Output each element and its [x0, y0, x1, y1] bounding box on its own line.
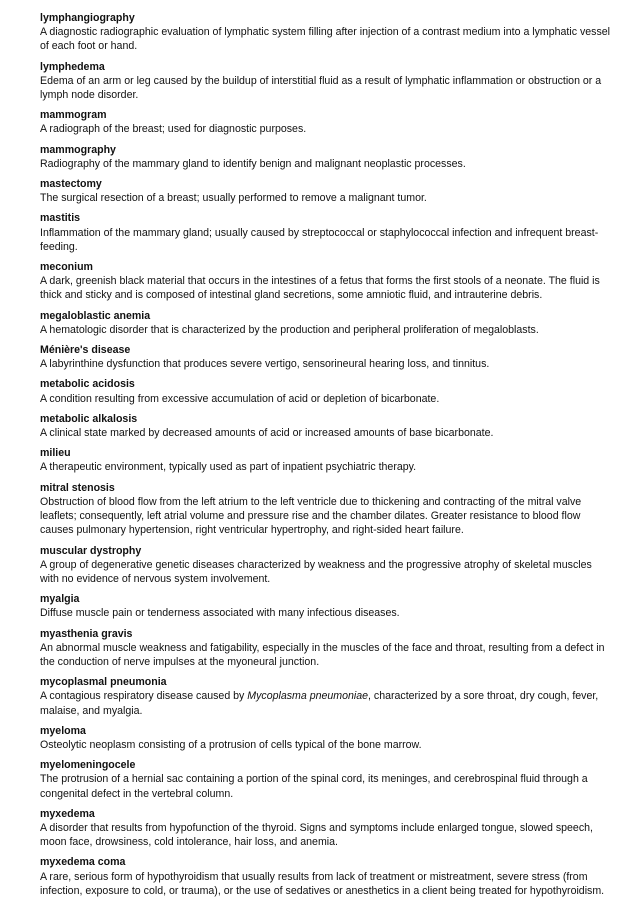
term-heading: lymphedema [40, 60, 105, 73]
term-definition: Edema of an arm or leg caused by the buildup of interstitial fluid as a result of lymphatic inflammation or obstruction or a lymph node disorder. [40, 74, 602, 102]
glossary-entry [40, 143, 612, 171]
term-definition: The surgical resection of a breast; usually performed to remove a malignant tumor. [40, 192, 427, 205]
term-heading: metabolic acidosis [40, 378, 135, 391]
glossary-entry [40, 592, 612, 620]
term-definition: A rare, serious form of hypothyroidism that usually results from lack of treatment or mistreatment, severe stress (from infection, exposure to cold, or trauma), or the use of sedatives or anesthetics in a client being treated for hypothyroidism. [40, 870, 605, 897]
term-heading: metabolic alkalosis [40, 412, 138, 425]
definition-text-after: , characterized by a sore throat, dry cough, fever, malaise, and myalgia. [40, 690, 599, 717]
glossary-entry [40, 377, 612, 405]
term-definition: The protrusion of a hernial sac containing a portion of the spinal cord, its meninges, and cerebrospinal fluid through a congenital defect in the vertebral column. [40, 773, 588, 800]
term-definition: A hematologic disorder that is characterized by the production and peripheral proliferation of megaloblasts. [40, 323, 539, 336]
definition-italic-organism: Mycoplasma pneumoniae [247, 690, 369, 703]
term-definition: Diffuse muscle pain or tenderness associated with many infectious diseases. [40, 607, 400, 620]
term-heading: mammogram [40, 109, 107, 122]
term-definition: A condition resulting from excessive accumulation of acid or depletion of bicarbonate. [40, 392, 440, 405]
term-definition: An abnormal muscle weakness and fatigability, especially in the muscles of the face and throat, resulting from a defect in the conduction of nerve impulses at the myoneural junction. [40, 641, 605, 668]
glossary-entry [40, 807, 612, 850]
term-definition: A labyrinthine dysfunction that produces severe vertigo, sensorineural hearing loss, and tinnitus. [40, 358, 490, 371]
term-heading: myxedema [40, 807, 95, 820]
glossary-entry [40, 343, 612, 371]
term-definition: A dark, greenish black material that occurs in the intestines of a fetus that forms the first stools of a neonate. The fluid is thick and sticky and is composed of intestinal gland secretions, some amniotic fluid, and intrauterine debris. [40, 275, 600, 302]
term-heading: megaloblastic anemia [40, 309, 151, 322]
glossary-entry [40, 855, 612, 898]
term-heading: meconium [40, 261, 93, 274]
term-definition: A therapeutic environment, typically used as part of inpatient psychiatric therapy. [40, 461, 417, 474]
term-heading: muscular dystrophy [40, 544, 142, 557]
glossary-entry [40, 675, 612, 718]
term-definition: Obstruction of blood flow from the left atrium to the left ventricle due to thickening and contracting of the mitral valve leaflets; consequently, left atrial volume and pressure rise and the chamber dilates. Greater resistance to blood flow causes pulmonary hypertension, right ventricular hypertrophy, and right-sided heart failure. [40, 495, 582, 537]
term-heading: milieu [40, 447, 71, 460]
term-heading: myxedema coma [40, 856, 126, 869]
glossary-entry [40, 108, 612, 136]
glossary-entry [40, 412, 612, 440]
term-definition: A group of degenerative genetic diseases characterized by weakness and the progressive atrophy of skeletal muscles with no evidence of nervous system involvement. [40, 558, 592, 585]
glossary-entry [40, 446, 612, 474]
term-definition: A radiograph of the breast; used for diagnostic purposes. [40, 123, 307, 136]
term-definition: A diagnostic radiographic evaluation of lymphatic system filling after injection of a contrast medium into a lymphatic vessel of each foot or hand. [40, 26, 610, 53]
glossary-entry [40, 60, 612, 103]
term-heading: Ménière's disease [40, 344, 131, 357]
glossary-entry [40, 11, 612, 54]
term-definition: Osteolytic neoplasm consisting of a protrusion of cells typical of the bone marrow. [40, 738, 422, 751]
glossary-entry [40, 177, 612, 205]
term-heading: lymphangiography [40, 12, 135, 24]
glossary-entry [40, 544, 612, 587]
term-heading: myeloma [40, 724, 86, 737]
term-heading: mycoplasmal pneumonia [40, 676, 167, 689]
term-heading: mastectomy [40, 178, 102, 191]
glossary-entry [40, 481, 612, 538]
glossary-page [40, 11, 612, 904]
term-definition: Inflammation of the mammary gland; usually caused by streptococcal or staphylococcal infection and infrequent breast-feeding. [40, 226, 599, 253]
term-definition: A clinical state marked by decreased amounts of acid or increased amounts of base bicarbonate. [40, 427, 494, 440]
term-heading: myalgia [40, 593, 80, 606]
term-heading: myelomeningocele [40, 759, 136, 772]
term-definition [40, 689, 612, 717]
term-definition: Radiography of the mammary gland to identify benign and malignant neoplastic processes. [40, 157, 466, 170]
term-definition: A disorder that results from hypofunction of the thyroid. Signs and symptoms include enlarged tongue, slowed speech, moon face, drowsiness, cold intolerance, hair loss, and anemia. [40, 821, 593, 849]
definition-text-before: A contagious respiratory disease caused by [40, 690, 248, 703]
glossary-entry [40, 260, 612, 303]
term-heading: mammography [40, 143, 116, 156]
glossary-entry [40, 724, 612, 752]
glossary-entry [40, 309, 612, 337]
glossary-entry [40, 211, 612, 254]
term-heading: mastitis [40, 212, 81, 225]
glossary-entry [40, 758, 612, 801]
term-heading: mitral stenosis [40, 481, 115, 494]
glossary-entry [40, 627, 612, 670]
term-heading: myasthenia gravis [40, 627, 133, 640]
